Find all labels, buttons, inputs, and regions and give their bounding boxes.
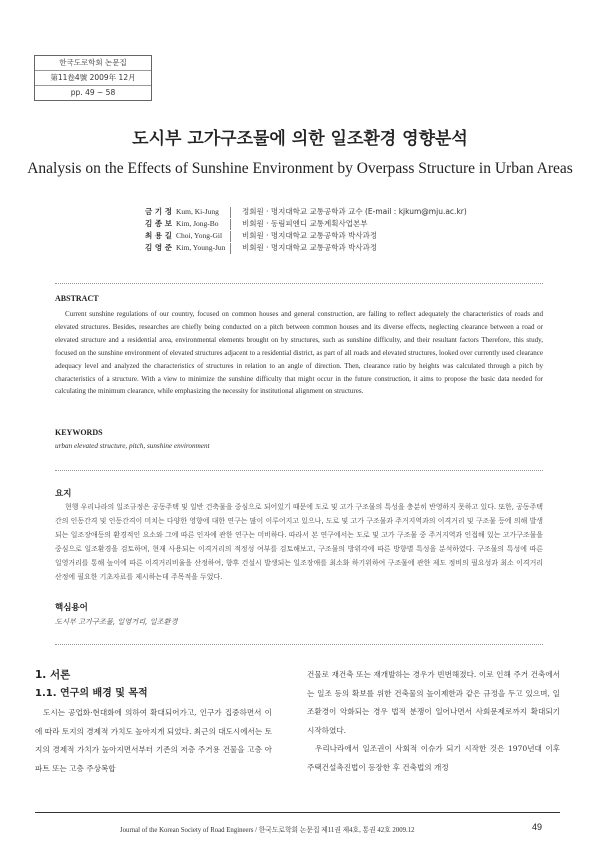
keywords-heading: KEYWORDS [55,428,103,437]
author-name-en: Kim, Jong-Bo [176,219,219,228]
body-column-left [35,704,272,778]
subsection-title: 1.1. 연구의 배경 및 목적 [35,688,148,699]
page-number: 49 [532,822,543,832]
korean-keywords-heading: 핵심용어 [55,603,88,613]
author-affiliation: 비회원 · 명지대학교 교통공학과 박사과정 [242,231,378,240]
footer-rule [35,812,560,813]
section-divider [55,283,543,284]
author-name-ko: 최 용 길 [145,231,172,240]
journal-info-box [34,55,152,101]
author-row [145,206,565,218]
body-paragraph: 도시는 공업화·현대화에 의하여 확대되어가고, 인구가 집중하면서 이에 따라 토지의 경제적 가치도 높아지게 되었다. 최근의 대도시에서는 토지의 경제적 가치가 높아지면서부터 기존의 저층 주거용 건물을 고층 아파트 또는 고층 주상복합 [35,708,272,773]
abstract-body: Current sunshine regulations of our country, focused on common houses and general construction, are failing to reflect adequately the characteristics of roads and elevated structures. Besides, researches are chiefly being conducted on a pitch between common houses and its diverse effects, neglecting clearance between a road or elevated structure and a residential area, environmental elements brought on by structures, such as sunshine difficulty, and their resultant factors Therefore, this study, focused on the sunshine environment of elevated structures adjacent to a residential district, as part of all roads and elevated structures, looked over currently used clearance adequacy level and analyzed the characteristics of structures in relation to an angle of direction. Then, clearance ratio by heights was calculated through a pitch by characteristics of a structure. With a view to minimize the sunshine difficulty that might occur in the future construction, it aims to propose the basic data needed for calculating the minimum clearance, while emphasizing the necessity for institutional alignment on structures. [55,310,543,396]
author-separator [230,207,242,218]
korean-keywords-body: 도시부 고가구조물, 일영거리, 일조환경 [55,617,178,626]
section-title: 1. 서론 [35,669,71,681]
author-row [145,230,565,242]
footer-citation: Journal of the Korean Society of Road Engineers / 한국도로학회 논문집 제11권 제4호, 통권 42호 2009.12 [120,827,415,834]
section-divider [55,470,543,471]
author-separator [230,243,242,254]
author-row [145,218,565,230]
author-name-ko: 김 영 준 [145,243,172,252]
author-name-ko: 김 종 보 [145,219,172,228]
korean-abstract-body: 현행 우리나라의 일조규정은 공동주택 및 일반 건축물을 중심으로 되어있기 때문에 도로 및 고가 구조물의 특성을 충분히 반영하지 못하고 있다. 또한, 공동주택간의 인동간격 및 인동간격이 미치는 다양한 영향에 대한 연구는 많이 이루어지고 있으나, 도로 및 고가 구조물과 주거지역과의 이격거리 및 구조물 등에 의해 발생되는 일조장애등의 환경적인 요소와 그에 따른 인자에 관한 연구는 미비하다. 따라서 본 연구에서는 도로 및 고가 구조물 중 주거지역과 인접해 있는 고가구조물을 중심으로 일조환경을 검토하며, 현재 사용되는 이격거리의 적정성 여부를 검토해보고, 구조물의 방위각에 따른 방향별 특성을 분석하였다. 구조물의 특성에 따른 일영거리를 통해 높이에 따른 이격거리비율을 산정하여, 향후 건설시 발생되는 일조장애를 최소화 하기위하여 구조물에 관한 제도 정비의 필요성과 최소 이격거리산정에 필요한 기초자료를 제시하는데 주목적을 두었다. [55,503,543,582]
author-name-en: Kim, Young-Jun [176,243,226,252]
author-list [145,206,565,254]
author-name-en: Choi, Yong-Gil [176,231,223,240]
journal-issue: 第11卷4號 2009年 12月 [35,71,151,86]
title-korean: 도시부 고가구조물에 의한 일조환경 영향분석 [132,129,468,149]
author-row [145,242,565,254]
korean-abstract-heading: 요지 [55,489,72,499]
author-affiliation: 비회원 · 동림피엔디 교통계획사업본부 [242,219,368,228]
title-english: Analysis on the Effects of Sunshine Environment by Overpass Structure in Urban Areas [27,160,573,177]
body-column-right [307,666,560,778]
journal-name: 한국도로학회 논문집 [35,56,151,71]
body-paragraph: 건물로 재건축 또는 재개발하는 경우가 빈번해졌다. 이로 인해 주거 건축에서는 일조 등의 확보를 위한 건축물의 높이제한과 같은 규정을 두고 있으며, 일조환경이 악화되는 경우 법적 분쟁이 일어나면서 사회문제로까지 확대되기 시작하였다. [307,670,560,735]
keywords-body: urban elevated structure, pitch, sunshine environment [55,442,210,450]
author-separator [230,231,242,242]
author-name-en: Kum, Ki-Jung [176,207,219,216]
author-affiliation: 비회원 · 명지대학교 교통공학과 박사과정 [242,243,378,252]
author-separator [230,219,242,230]
section-divider [55,644,543,645]
body-paragraph: 우리나라에서 일조권이 사회적 이슈가 되기 시작한 것은 1970년대 이후 주택건설촉진법이 등장한 후 건축법의 개정 [307,744,560,772]
abstract-heading: ABSTRACT [55,294,99,303]
author-affiliation: 정회원 · 명지대학교 교통공학과 교수 (E-mail : kjkum@mju.ac.kr) [242,207,467,216]
journal-pages: pp. 49 ~ 58 [70,88,116,97]
author-name-ko: 금 기 정 [145,207,172,216]
